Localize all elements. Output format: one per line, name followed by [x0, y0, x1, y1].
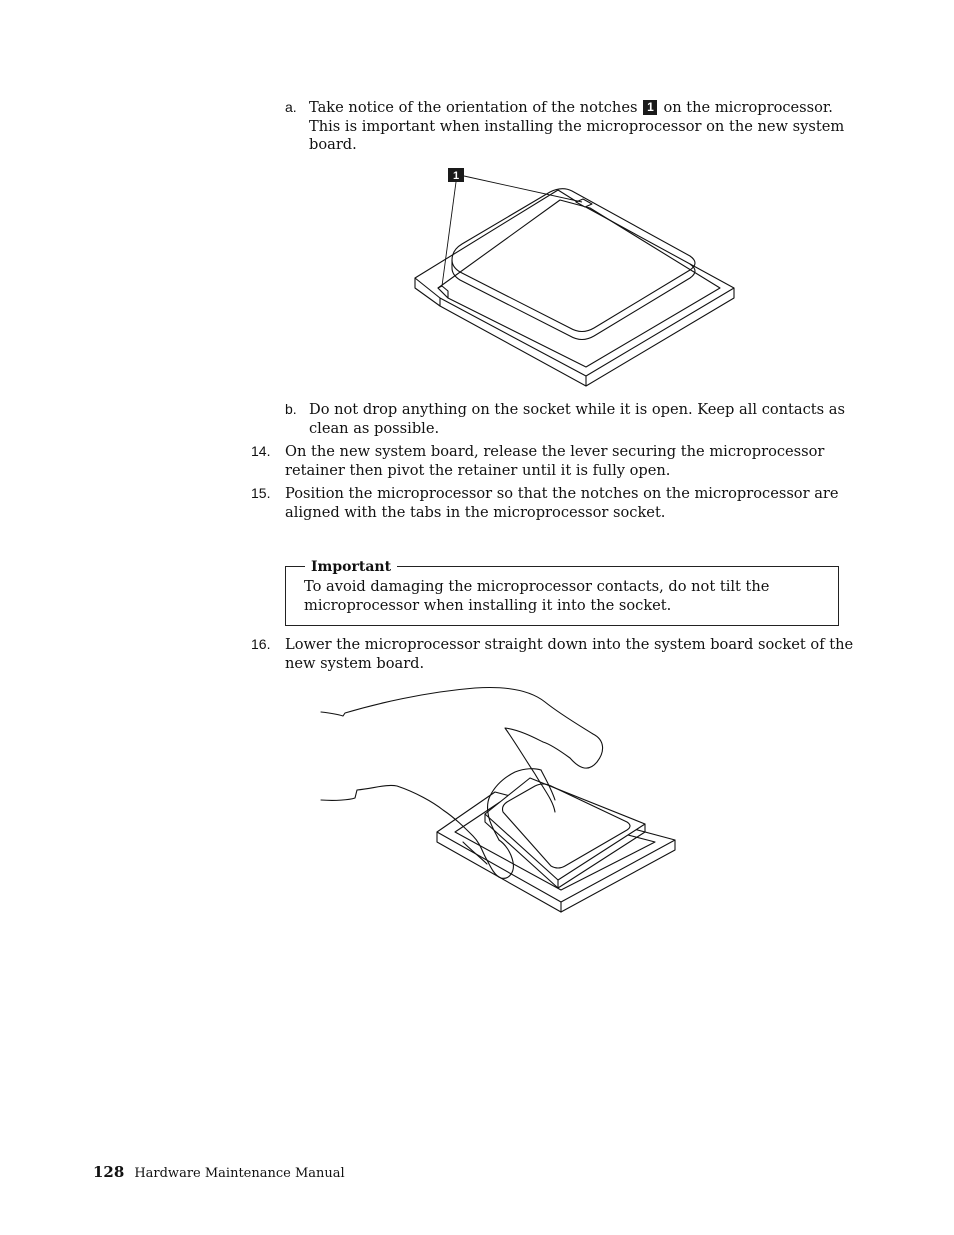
page-footer — [93, 1162, 345, 1181]
step-16-line2: new system board. — [285, 654, 425, 672]
step-15-line1: Position the microprocessor so that the notches on the microprocessor are — [285, 485, 839, 502]
hand-installing-cpu-figure — [315, 682, 685, 922]
important-label: Important — [305, 559, 397, 576]
step-14-line2: retainer then pivot the retainer until it is fully open. — [285, 461, 671, 479]
step-15-marker: 15. — [251, 485, 271, 501]
manual-title: Hardware Maintenance Manual — [134, 1166, 345, 1181]
step-a-line2: This is important when installing the microprocessor on the new system — [309, 117, 845, 135]
figure-callout-1: 1 — [452, 170, 460, 182]
step-15-line2: aligned with the tabs in the microprocessor socket. — [285, 503, 666, 521]
step-b-marker: b. — [285, 401, 297, 417]
important-line1: To avoid damaging the microprocessor contacts, do not tilt the — [304, 578, 770, 595]
step-16-marker: 16. — [251, 636, 271, 652]
notch-callout-1: 1 — [643, 100, 657, 115]
step-b-line1: Do not drop anything on the socket while it is open. Keep all contacts as — [309, 401, 845, 418]
step-16-line1: Lower the microprocessor straight down into the system board socket of the — [285, 636, 854, 653]
step-14-marker: 14. — [251, 443, 271, 459]
important-line2: microprocessor when installing it into the socket. — [304, 596, 672, 614]
important-text — [304, 578, 824, 615]
step-a-line1: Take notice of the orientation of the notches 1 on the microprocessor. — [309, 99, 833, 116]
step-a-marker: a. — [285, 99, 297, 115]
step-a-line3: board. — [309, 136, 357, 153]
step-14-line1: On the new system board, release the lever securing the microprocessor — [285, 443, 825, 460]
microprocessor-notch-figure — [400, 160, 745, 395]
step-b-line2: clean as possible. — [309, 419, 440, 437]
page-number: 128 — [93, 1163, 125, 1181]
